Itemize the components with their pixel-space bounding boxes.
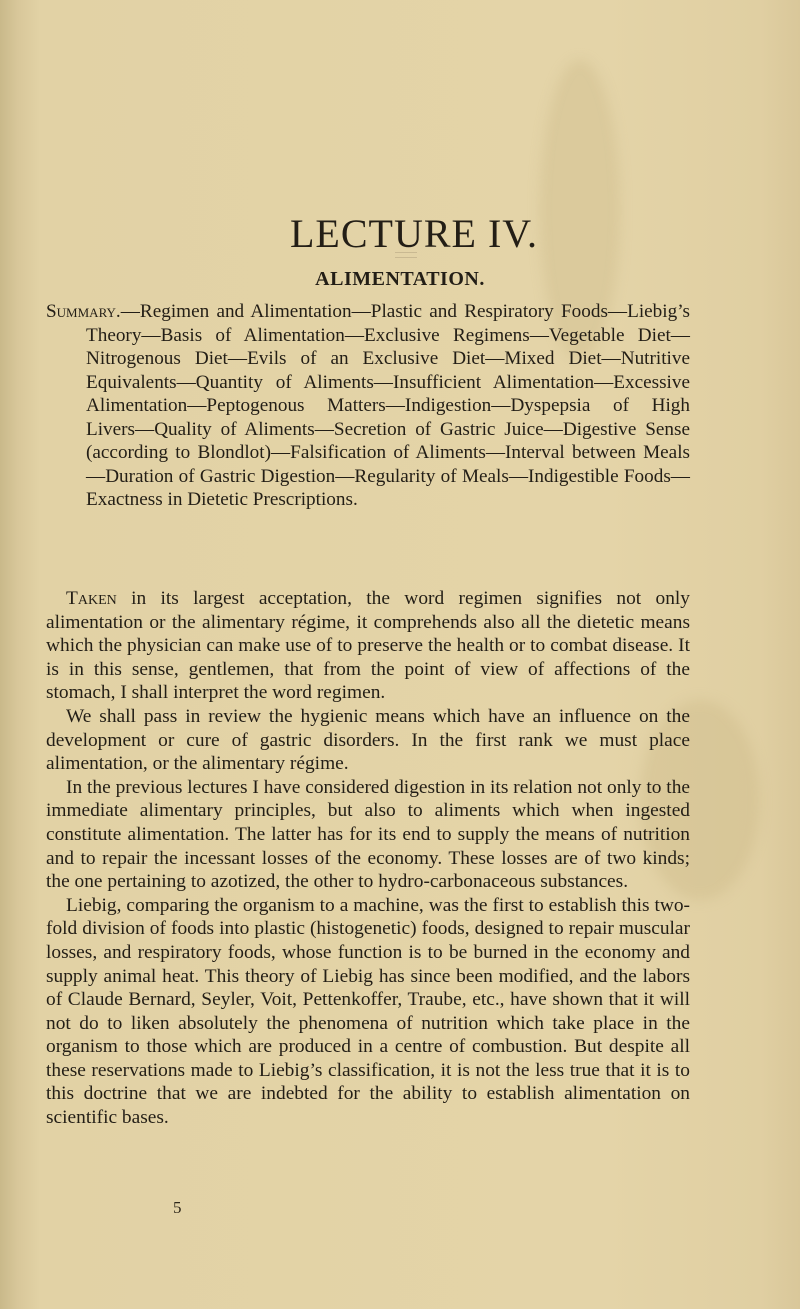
paragraph xyxy=(46,705,690,776)
chapter-subtitle: ALIMENTATION. xyxy=(315,268,485,290)
summary-label: Summary. xyxy=(46,301,121,322)
lecture-title: LECTURE IV. xyxy=(289,211,539,256)
chapter-summary xyxy=(46,300,690,512)
paragraph xyxy=(46,894,690,1130)
paragraph-text: Liebig, comparing the organism to a machine, was the first to establish this two-fold division of foods into plastic (histogenetic) foods, designed to repair muscular losses, and respiratory foods, whose function is to be burned in the economy and supply animal heat. This theory of Liebig has since been modified, and the labors of Claude Bernard, Seyler, Voit, Pettenkoffer, Traube, etc., have shown that it will not do to liken absolutely the phenomena of nutrition which take place in the organism to those which are produced in a centre of combustion. But despite all these reservations made to Liebig’s classification, it is not the less true that it is to this doctrine that we are indebted for the ability to establish alimentation on scientific bases. xyxy=(46,894,690,1129)
signature-mark: 5 xyxy=(173,1198,182,1217)
paragraph-text: In the previous lectures I have considered digestion in its relation not only to the immediate alimentary principles, but also to aliments which when ingested constitute alimentation. The latter has for its end to supply the means of nutrition and to repair the incessant losses of the economy. These losses are of two kinds; the one pertaining to azotized, the other to hydro-carbonaceous substances. xyxy=(46,776,690,893)
paragraph-text: in its largest acceptation, the word regimen signifies not only alimentation or the alimentary régime, it comprehends also all the dietetic means which the physician can make use of to preserve the health or to combat disease. It is in this sense, gentlemen, that from the point of view of affections of the stomach, I shall interpret the word regimen. xyxy=(46,588,690,704)
body-text xyxy=(46,587,690,1130)
summary-text: —Regimen and Alimentation—Plastic and Respiratory Foods—Liebig’s Theory—Basis of Alimentation—Exclusive Regimens—Vegetable Diet—Nitrogenous Diet—Evils of an Exclusive Diet—Mixed Diet—Nutritive Equivalents—Quantity of Aliments—Insufficient Alimentation—Excessive Alimentation—Peptogenous Matters—Indigestion—Dyspepsia of High Livers—Quality of Aliments—Secretion of Gastric Juice—Digestive Sense (according to Blondlot)—Falsification of Aliments—Interval between Meals—Duration of Gastric Digestion—Regularity of Meals—Indigestible Foods—Exactness in Dietetic Prescriptions. xyxy=(86,301,690,510)
ornament-rule xyxy=(395,252,417,258)
paragraph xyxy=(46,776,690,894)
paragraph xyxy=(46,587,690,705)
paragraph-text: We shall pass in review the hygienic means which have an influence on the development or cure of gastric disorders. In the first rank we must place alimentation, or the alimentary régime. xyxy=(46,705,690,775)
paragraph-lead: Taken xyxy=(66,588,117,609)
